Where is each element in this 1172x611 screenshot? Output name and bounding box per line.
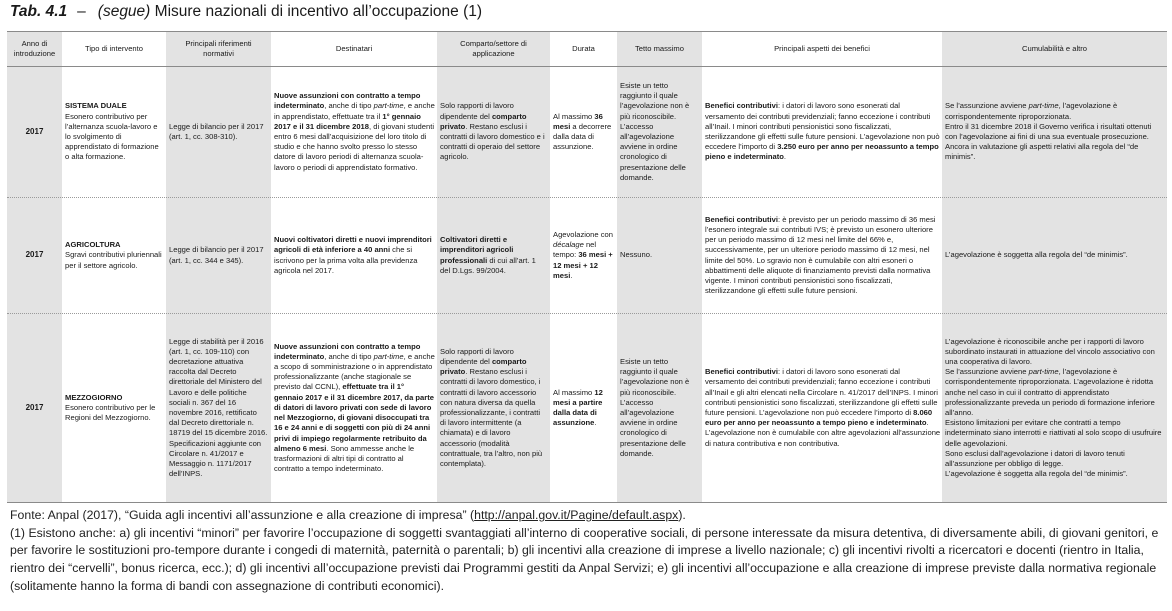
- row3-tipo-name: MEZZOGIORNO: [65, 392, 123, 402]
- row1-tipo-desc: Esonero contributivo per l’alternanza scuola-lavoro e lo svolgimento di apprendistato di formazione o alta formazione.: [65, 111, 159, 162]
- row3-comparto: [440, 314, 548, 502]
- row3-tipo-desc: Esonero contributivo per le Regioni del Mezzogiorno.: [65, 402, 156, 423]
- row2-durata-text-2: nel tempo:: [553, 240, 597, 260]
- row1-aspetti-bold-2: 3.250 euro per anno per neoassunto a tempo pieno e indeterminato: [705, 142, 939, 162]
- header-durata: Durata: [572, 43, 595, 53]
- row1-anno: [7, 67, 62, 197]
- row3-aspetti-bold-2: 8.060 euro per anno per neoassunto a tempo pieno e indeterminato: [705, 408, 933, 428]
- title-segue: (segue): [97, 3, 151, 20]
- row1-aspetti: [705, 67, 941, 197]
- row1-tipo-name: SISTEMA DUALE: [65, 101, 127, 111]
- row3-cumul-text-3: , l’agevolazione è corrispondentemente riproporzionata. L’agevolazione è ridotta anche nel caso in cui il contratto di apprendistato professionalizzante preveda un periodo di formazione inferiore all’anno.: [945, 367, 1155, 417]
- row2-cumulabilita: [945, 198, 1165, 313]
- row3-aspetti: [705, 314, 941, 502]
- row3-aspetti-text-2: . L’agevolazione non è cumulabile con altre agevolazioni all’assunzione di natura contributiva e non contributiva.: [705, 418, 941, 448]
- row1-cumul-italic-1: part-time: [1028, 101, 1059, 111]
- row2-comparto-text-1: di cui all’art. 1 del D.Lgs. 99/2004.: [440, 255, 536, 275]
- header-anno: Anno di introduzione: [13, 38, 56, 58]
- row1-destinatari-text-3: , di giovani studenti entro 6 mesi dall’acquisizione del loro titolo di studio e che hanno svolto presso lo stesso datore di lavoro periodi di alternanza scuola-lavoro o periodi di apprendistato formativo.: [274, 121, 435, 172]
- source-line: [10, 507, 1162, 525]
- row2-anno: [7, 198, 62, 313]
- row1-durata-text-2: a decorrere dalla data di assunzione.: [553, 121, 612, 152]
- row1-tetto: [620, 67, 701, 197]
- row3-destinatari-text-3: . Sono ammesse anche le trasformazioni di altri tipi di contratto al contratto a tempo indeterminato.: [274, 443, 415, 474]
- row1-cumul-text-3: Entro il 31 dicembre 2018 il Governo verifica i risultati ottenuti con l’agevolazione ai fini di una sua eventuale prosecuzione.: [945, 121, 1152, 141]
- row3-durata-text-2: .: [594, 418, 597, 428]
- row2-destinatari-bold-1: Nuovi coltivatori diretti e nuovi imprenditori agricoli di età inferiore a 40 anni: [274, 235, 432, 255]
- row3-destinatari-bold-1: Nuove assunzioni con contratto a tempo indeterminato: [274, 341, 421, 361]
- row2-riferimenti-text: Legge di bilancio per il 2017 (art. 1, cc. 344 e 345).: [169, 245, 264, 265]
- row2-durata-text-3: .: [570, 270, 573, 280]
- row2-comparto-bold-1: Coltivatori diretti e imprenditori agricoli professionali: [440, 235, 514, 265]
- row2-destinatari: [274, 198, 435, 313]
- row1-cumulabilita: [945, 67, 1165, 197]
- row1-aspetti-text-2: .: [783, 152, 787, 162]
- header-tetto: Tetto massimo: [635, 43, 684, 53]
- row1-aspetti-text-1: : i datori di lavoro sono esonerati dal versamento dei contributi previdenziali; fanno eccezione i contributi all’Inail. I minori contributi pensionistici sono fiscalizzati, sterilizzandone gli effetti sulle future pensioni. L’agevolazione non può eccedere l’importo di: [705, 101, 940, 152]
- row3-tetto: [620, 314, 701, 502]
- row3-comparto-text-2: . Restano esclusi i contratti di lavoro domestico, i contratti di lavoro accessorio con natura diversa da quella professionalizzante, i contratti di lavoro intermittente (a chiamata) e di lavoro accessorio (modalità contrattuale, tra l’altro, non più contemplata).: [440, 367, 543, 469]
- row2-durata: [553, 198, 616, 313]
- row2-tipo-name: AGRICOLTURA: [65, 240, 121, 250]
- row3-destinatari-text-1: , anche di tipo: [324, 351, 374, 361]
- table-number: Tab. 4.1: [10, 3, 68, 20]
- row1-comparto-text-2: . Restano esclusi i contratti di lavoro domestico e i contratti di operaio del settore agricolo.: [440, 121, 545, 162]
- row3-destinatari-bold-2: effettuate tra il 1° gennaio 2017 e il 31 dicembre 2017, da parte di datori di lavoro privati con sede di lavoro nel Mezzogiorno, di giovani disoccupati tra 16 e 24 anni e di soggetti con più di 24 anni privi di impiego regolarmente retribuito da almeno 6 mesi: [274, 382, 434, 453]
- row3-cumul-text-6: L’agevolazione è soggetta alla regola del “de minimis”.: [945, 469, 1128, 479]
- table-title: [10, 3, 482, 21]
- source-label: Fonte: [10, 508, 42, 522]
- header-tipo: Tipo di intervento: [85, 43, 143, 53]
- row2-comparto: [440, 198, 548, 313]
- row1-tetto-text: Esiste un tetto raggiunto il quale l’agevolazione non è più riconoscibile. L’accesso all’agevolazione avviene in ordine cronologico di presentazione delle domande.: [620, 80, 690, 182]
- table-footer: [10, 507, 1162, 596]
- row3-riferimenti-text: Legge di stabilità per il 2016 (art. 1, cc. 109-110) con decretazione attuativa raccolta dal Decreto direttoriale del Ministero del Lavoro e delle politiche sociali n. 367 del 16 novembre 2016, rettificato dal Decreto direttoriale n. 18719 del 15 dicembre 2016. Specificazioni aggiunte con Circolare n. 41/2017 e Messaggio n. 1171/2017 dell’INPS.: [169, 336, 268, 479]
- row2-aspetti-bold-1: Benefici contributivi: [705, 214, 778, 224]
- header-cumulabilita: Cumulabilità e altro: [1022, 43, 1087, 53]
- row2-cumul-text-1: L’agevolazione è soggetta alla regola del “de minimis”.: [945, 250, 1128, 260]
- row1-comparto: [440, 67, 548, 197]
- row1-destinatari-bold-1: Nuove assunzioni con contratto a tempo indeterminato: [274, 91, 421, 111]
- row2-tipo: [65, 198, 164, 313]
- row1-riferimenti: [169, 67, 269, 197]
- row3-cumul-text-5: Sono esclusi dall’agevolazione i datori di lavoro tenuti all’assunzione per obbligo di legge.: [945, 448, 1125, 469]
- row3-riferimenti: [169, 314, 269, 502]
- row3-cumulabilita: [945, 314, 1165, 502]
- row2-durata-italic-1: décalage: [553, 240, 584, 250]
- row3-comparto-text-1: Solo rapporti di lavoro dipendente del: [440, 346, 514, 366]
- row1-anno-value: 2017: [25, 126, 44, 136]
- row1-destinatari-italic-1: part-time: [373, 101, 404, 111]
- row1-durata-text-1: Al massimo: [553, 111, 595, 121]
- row2-riferimenti: [169, 198, 269, 313]
- row3-durata-text-1: Al massimo: [553, 387, 595, 397]
- row3-tipo: [65, 314, 164, 502]
- row3-cumul-italic-1: part-time: [1028, 367, 1059, 377]
- row2-aspetti-text-1: : è previsto per un periodo massimo di 36 mesi l’esonero integrale sui contributi IVS; è previsto un esonero ulteriore per un periodo massimo di 12 mesi nel limite del 66% e, successivamente, per un ulteriore periodo massimo di 12 mesi, nel limite del 50%. Lo sgravio non è cumulabile con altri esoneri o abbattimenti delle aliquote di finanziamento previsti dalla normativa vigente. I minori contributi pensionistici sono fiscalizzati, sterilizzandone gli effetti sulle future pensioni.: [705, 214, 936, 296]
- row1-aspetti-bold-1: Benefici contributivi: [705, 101, 778, 111]
- row2-anno-value: 2017: [25, 250, 44, 260]
- row1-destinatari: [274, 67, 435, 197]
- title-dash: –: [77, 3, 86, 20]
- row3-destinatari: [274, 314, 435, 502]
- row2-tetto-text: Nessuno.: [620, 250, 653, 260]
- row3-cumul-text-4: Esistono limitazioni per evitare che contratti a tempo indeterminato siano interrotti e riattivati al solo scopo di usufruire delle agevolazioni.: [945, 418, 1162, 448]
- title-text: Misure nazionali di incentivo all’occupazione (1): [154, 3, 483, 20]
- row1-durata-bold-1: 36 mesi: [553, 111, 603, 131]
- row3-durata-bold-1: 12 mesi a partire dalla data di assunzione: [553, 387, 603, 428]
- header-destinatari: Destinatari: [335, 43, 373, 53]
- row3-destinatari-italic-1: part-time: [373, 351, 404, 361]
- row2-destinatari-text-1: che si iscrivono per la prima volta alla previdenza agricola nel 2017.: [274, 245, 418, 275]
- incentives-table: [7, 31, 1167, 503]
- row3-destinatari-text-2: , e anche a scopo di somministrazione o in apprendistato professionalizzante (anche stagionale se previsto dal CCNL),: [274, 351, 435, 392]
- row3-tetto-text: Esiste un tetto raggiunto il quale l’agevolazione non è più riconoscibile. L’accesso all’agevolazione avviene in ordine cronologico di presentazione delle domande.: [620, 356, 690, 458]
- header-riferimenti: Principali riferimenti normativi: [185, 38, 252, 58]
- row1-cumul-text-2: , l’agevolazione è corrispondentemente riproporzionata.: [945, 101, 1118, 121]
- row2-durata-text-1: Agevolazione con: [553, 229, 613, 239]
- row1-destinatari-text-2: , e anche in apprendistato, effettuate tra il: [274, 101, 435, 121]
- source-end: ).: [678, 508, 686, 522]
- row1-destinatari-text-1: , anche di tipo: [324, 101, 374, 111]
- row3-aspetti-text-1: : i datori di lavoro sono esonerati dal versamento dei contributi previdenziali; fanno eccezione i contributi all’Inail e gli altri elencati nella Circolare n. 41/2017 dell’INPS. I minori contributi pensionistici sono fiscalizzati, sterilizzandone gli effetti sulle future pensioni. L’agevolazione non può eccedere l’importo di: [705, 367, 938, 417]
- row1-cumul-text-4: Ancora in valutazione gli aspetti relativi alla regola del “de minimis”.: [945, 142, 1139, 162]
- header-aspetti: Principali aspetti dei benefici: [774, 43, 870, 53]
- row1-destinatari-bold-2: 1° gennaio 2017 e il 31 dicembre 2018: [274, 111, 421, 131]
- row1-cumul-text-1: Se l’assunzione avviene: [945, 101, 1029, 111]
- row3-cumul-text-2: Se l’assunzione avviene: [945, 367, 1029, 377]
- row2-tetto: [620, 198, 701, 313]
- row3-aspetti-bold-1: Benefici contributivi: [705, 367, 778, 377]
- header-comparto: Comparto/settore di applicazione: [460, 38, 527, 58]
- row3-anno: [7, 314, 62, 502]
- row3-comparto-bold-1: comparto privato: [440, 356, 527, 377]
- row2-tipo-desc: Sgravi contributivi pluriennali per il settore agricolo.: [65, 250, 162, 270]
- row3-durata: [553, 314, 616, 502]
- row3-cumul-text-1: L’agevolazione è riconoscibile anche per i rapporti di lavoro subordinato instaurati in attuazione del vincolo associativo con una cooperativa di lavoro.: [945, 336, 1155, 366]
- footnote-1: (1) Esistono anche: a) gli incentivi “minori” per favorire l’occupazione di soggetti svantaggiati all’interno di cooperative sociali, di persone interessate da misura detentiva, di diversamente abili, di giovani genitori, e per favorire le sostituzioni pro-tempore durante i congedi di maternità, paternità o parentali; b) gli incentivi alla creazione di imprese a livello nazionale; c) gli incentivi rivolti a ricercatori e docenti (rientro in Italia, rientro dei “cervelli”, bonus ricerca, ecc.); d) gli incentivi all’occupazione previsti dai Programmi gestiti da Anpal Servizi; e) gli incentivi all’occupazione e alla creazione di imprese previste dalla normativa regionale (solitamente hanno la forma di bandi con assegnazione di contributi economici).: [10, 525, 1159, 593]
- row1-riferimenti-text: Legge di bilancio per il 2017 (art. 1, cc. 308-310).: [169, 121, 264, 141]
- source-link[interactable]: http://anpal.gov.it/Pagine/default.aspx: [474, 508, 679, 522]
- row2-aspetti: [705, 198, 941, 313]
- row3-anno-value: 2017: [25, 402, 44, 412]
- row1-tipo: [65, 67, 164, 197]
- row1-comparto-bold-1: comparto privato: [440, 111, 527, 131]
- source-text: : Anpal (2017), “Guida agli incentivi all’assunzione e alla creazione di impresa” (: [41, 508, 475, 522]
- row2-durata-bold-1: 36 mesi + 12 mesi + 12 mesi: [553, 250, 613, 280]
- row1-durata: [553, 67, 616, 197]
- row1-comparto-text-1: Solo rapporti di lavoro dipendente del: [440, 101, 514, 121]
